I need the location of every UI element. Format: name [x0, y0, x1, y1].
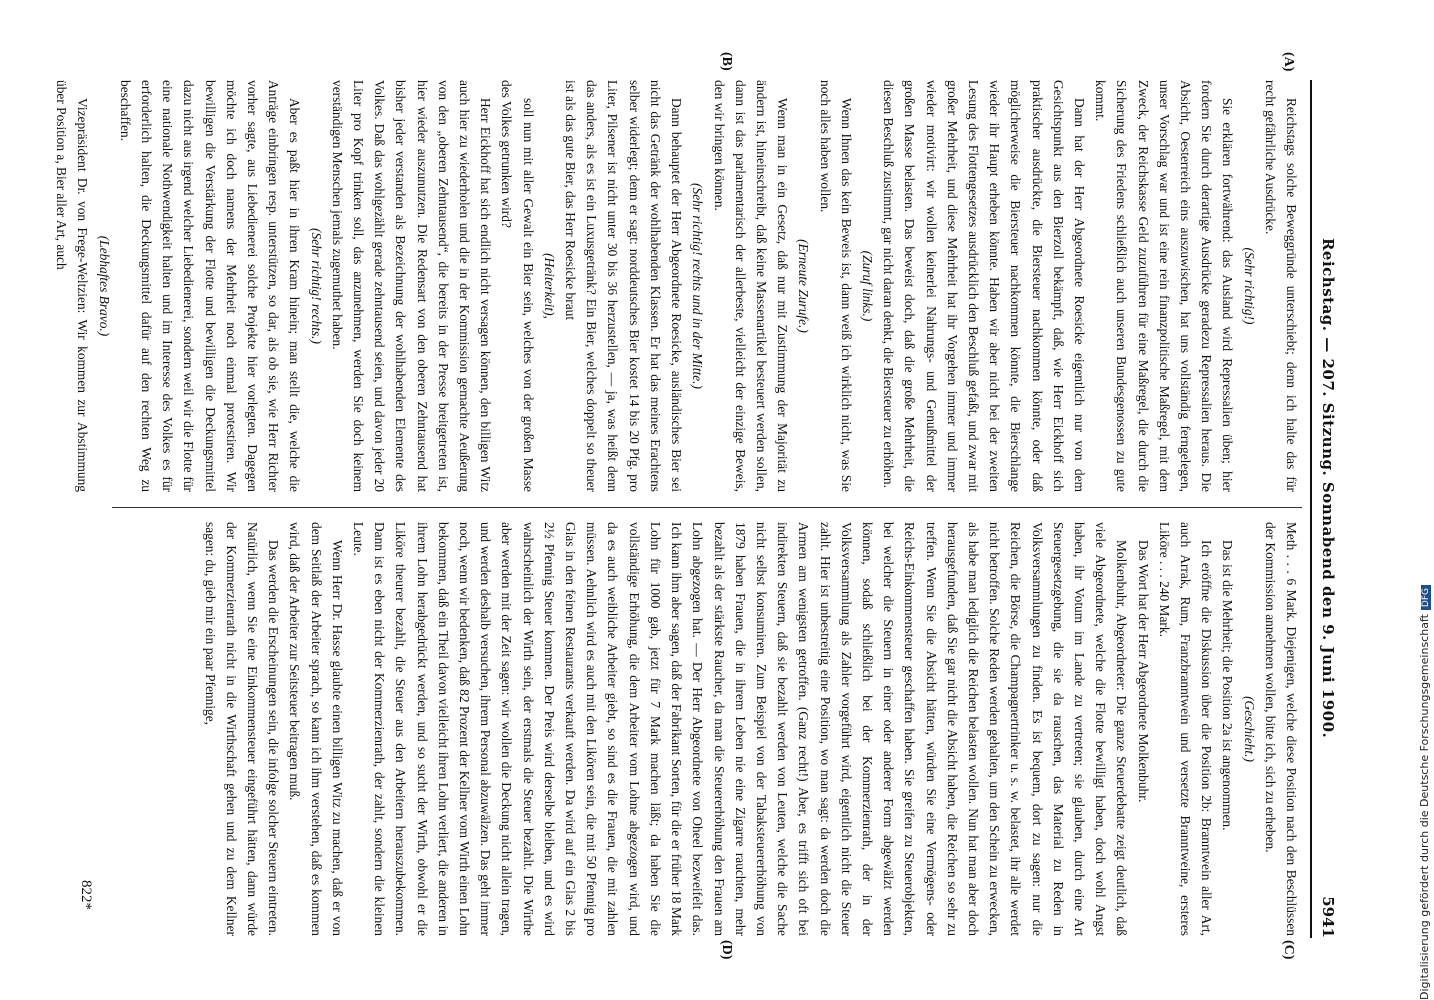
paragraph: Vizepräsident Dr. von Frege-Weltzien: Wir kommen zur Abstimmung über Position a, Bier aller Art, auch	[54, 80, 91, 492]
interjection: (Zuruf links.)	[859, 250, 875, 322]
paragraph: Das Wort hat der Herr Abgeordnete Molkenbuhr.	[1135, 540, 1151, 803]
header-rule	[1310, 80, 1312, 938]
paragraph: Dann hat der Herr Abgeordnete Roesicke eigentlich nur von dem Gesichtspunkt aus den Bierzoll bekämpft, daß, wie Herr Eickhoff sich praktischer ausdrückte, die Biersteuer nachkommen könnte, oder daß möglicherweise die Biersteuer nachkommen könnte, die Bierschlange wieder ihr Haupt erheben könnte. Haben wir aber nicht bei der zweiten Lesung des Flottengesetzes ausdrücklich den Beschluß gefaßt, und zwar mit großer Mehrheit, und diese Mehrheit hat ihr Vorgehen immer und immer wieder motivirt: wir wollen keinerlei Nahrungs- und Genußmittel der großen Masse belasten. Das beweist doch, daß die große Mehrheit, die diesen Beschluß zustimmt, gar nicht daran denkt, die Biersteuer zu erhöhen.	[881, 80, 1087, 492]
interjection: (Geschieht.)	[1241, 696, 1257, 762]
interjection: (Erneute Zurufe.)	[796, 239, 812, 333]
credit-text: Digitalisierung gefördert durch die Deutsche Forschungsgemeinschaft	[1418, 614, 1431, 1000]
margin-mark-d: (D)	[719, 940, 734, 960]
paragraph: Molkenbuhr, Abgeordneter: Die ganze Steuerdebatte zeigt deutlich, daß viele Abgeordnete, welche die Flotte bewilligt haben, doch wohl Angst haben, ihr Votum im Lande zu vertreten; sie glauben, durch eine Art Steuergesetzgebung, die sie da rauschen, das Material zu Reden in Volksversammlungen zu finden. Es ist bequem, dort zu sagen: nur die Reichen, die Börse, die Champagnertrinker u. s. w. belastet, ihr alle werdet nicht betroffen. Solche Reden werden gehalten, um den Schein zu erwecken, als habe man lediglich die Reichen belasten wollen. Nun hat man aber doch herausgefunden, daß Sie gar nicht die Absicht haben, die Reichen so sehr zu treffen. Wenn Sie die Absicht hätten, würden Sie eine Vermögens- oder Reichs-Einkommensteuer geschaffen haben. Sie greifen zu Steuerobjekten, bei welcher die Steuern in einer oder anderer Form abgewälzt werden können, sodaß schließlich bei der Kommerzienrath, der in der Volksversammlung als Zahler vorgeführt wird, eigentlich nicht die Steuer zahlt. Hier ist unbestreitig eine Position, wo man sagt: da werden doch die Armen am wenigsten getroffen. (Ganz recht!) Aber, es trifft sich oft bei indirekten Steuern, daß sie bezahlt werden von Leuten, welche die Sache nicht selbst konsumiren. Zum Beispiel von der Tabaksteuererhöhung von 1879 haben Frauen, die in ihrem Leben nie eine Zigarre rauchten, mehr bezahlt als der stärkste Raucher, da man die Steuererhöhung den Frauen am Lohn abgezogen hat. — Der Herr Abgeordnete von Oheel bezweifelt das. Ich kann ihm aber sagen, daß der Fabrikant Sorten, für die er früher 18 Mark Lohn für 1000 gab, jetzt für 7 Mark machen läßt; da haben Sie die vollständige Erhöhung, die dem Arbeiter vom Lohne abgezogen wird, und da es auch weibliche Arbeiter giebt, so sind es die Frauen, die mit zahlen müssen. Aehnlich wird es auch mit den Likören sein, die mit 50 Pfennig pro Glas in den feinen Restaurants verkauft werden. Da wird auf ein Glas 2 bis 2½ Pfennig Steuer kommen. Der Preis wird derselbe bleiben, und es wird wahrscheinlich der Wirth sein, der erstmals die Steuer bezahlt. Die Wirthe aber werden mit der Zeit sagen: wir wollen die Deckung nicht allein tragen, und werden deshalb versuchen, ihrem Personal abzuwälzen. Das geht immer noch, wenn wir bedenken, daß 82 Prozent der Kellner vom Wirth einen Lohn bekommen, daß ein Theil davon vielleicht ihren Lohn verliert, die anderen in ihrem Lohn herabgedrückt werden, und so sucht der Wirth, obwohl er die Liköre theurer bezahlt, die Steuer aus den Arbeitern herauszubekommen. Dann ist es eben nicht der Kommerzienrath, der zahlt, sondern die kleinen Leute.	[351, 522, 1130, 936]
column-divider	[112, 507, 1302, 508]
paragraph: Aber es paßt hier in ihren Kram hinein; man stellt die, welche die Anträge einbringen resp. unterstützen, so dar, als ob sie, wie Herr Richter vorher sagte, aus Liebedienerei solche Projekte hier vorlegten. Dagegen möchte ich doch namens der Mehrheit noch einmal protestiren. Wir bewilligen die Verstärkung der Flotte und bewilligen die Deckungsmittel dazu nicht aus irgend welcher Liebedienerei, sondern weil wir die Flotte für eine nationale Nothwendigkeit halten und im Interesse des Volkes es für erforderlich halten, die Deckungsmittel dafür auf den rechten Weg zu beschaffen.	[117, 80, 303, 492]
interjection: (Heiterkeit),	[541, 253, 557, 319]
margin-mark-c: (C)	[1281, 940, 1296, 960]
paragraph: Ich eröffne die Diskussion über die Position 2b: Branntwein aller Art, auch Arrak, Rum, Franzbranntwein und versetzte Branntweine, ersteres Liköre . . . 240 Mark.	[1156, 522, 1215, 936]
interjection: (Sehr richtig! rechts.)	[308, 228, 324, 344]
paragraph: Reichstags solche Beweggründe unterschiebt; denn ich halte das für recht gefährliche Ausdrücke.	[1262, 80, 1299, 492]
paragraph: Das ist die Mehrheit; die Position 2a ist angenommen.	[1220, 540, 1236, 831]
interjection: (Sehr richtig! rechts und in der Mitte.)	[690, 183, 706, 389]
margin-mark-b: (B)	[719, 52, 734, 71]
left-column	[54, 80, 1302, 492]
paragraph: Sie erklären fortwährend: das Ausland wird Repressalien üben; hier fordern Sie durch derartige Ausdrücke geradezu Repressalien heraus. Die Absicht, Oesterreich eins auszuwischen, hat uns vollständig ferngelegen, unser Vorschlag war und ist eine rein finanzpolitische Maßregel, mit dem Zweck, der Reichskasse Geld zuzuführen für eine Maßregel, die durch die Sicherung des Friedens schließlich auch unseren Bundesgenossen zu gute kommt.	[1093, 80, 1236, 492]
header-title: Reichstag. — 207. Sitzung. Sonnabend den 9. Juni 1900.	[1319, 237, 1337, 739]
paragraph: Wenn Herr Dr. Hasse glaubte einen billigen Witz zu machen, daß er von dem Seitlaß der Arbeiter sprach, so kann ich ihm verstehen, daß es kommen wird, daß der Arbeiter zur Seitsteuer beitragen muß.	[287, 522, 345, 936]
dfg-logo-icon: DFG	[1421, 585, 1431, 610]
running-header	[1314, 80, 1342, 938]
paragraph: Wenn Ihnen das kein Beweis ist, dann weiß ich wirklich nicht, was Sie noch alles haben wollen.	[817, 80, 854, 492]
paragraph: Dann behauptet der Herr Abgeordnete Roesicke, ausländisches Bier sei nicht das Getränk der wohlhabenden Klassen. Er hat das meines Erachtens selber widerlegt; denn er sagt: norddeutsches Bier kostet 14 bis 20 Pfg. pro Liter, Pilsener ist nicht unter 30 bis 36 herzustellen, — ja, was heißt denn das anders, als es ist ein Luxusgetränk? Ein Bier, welches doppelt so theuer ist als das gute Bier, das Herr Roesicke braut	[563, 80, 685, 492]
signature-mark: 822*	[78, 880, 94, 910]
paragraph: soll nun mit aller Gewalt ein Bier sein, welches von der großen Masse des Volkes getrunken wird?	[499, 80, 536, 492]
paragraph: Herr Eickhoff hat sich endlich nicht versagen können, den billigen Witz auch hier zu wiederholen und die in der Kommission gemachte Aeußerung von den „oberen Zehntausend“, die bereits in der Presse breitgetreten ist, hier wieder auszunutzen. Die Redensart von den oberen Zehntausend hat bisher jeder verstanden als Bezeichnung der wohlhabenden Elemente des Volkes. Daß das wohlgezählt gerade zehntausend seien, und davon jeder 20 Liter pro Kopf trinken soll, das anzunehmen, werden Sie doch keinem verständigen Menschen jemals zugemuthet haben.	[329, 80, 494, 492]
interjection: (Sehr richtig!)	[1241, 247, 1257, 325]
right-column	[112, 522, 1302, 936]
interjection: (Lebhaftes Bravo.)	[96, 235, 112, 337]
paragraph: Meth . . . 6 Mark. Diejenigen, welche diese Position nach den Beschlüssen der Kommission annehmen wollen, bitte ich, sich zu erheben.	[1262, 522, 1299, 936]
margin-mark-a: (A)	[1281, 52, 1296, 72]
page-number: 5941	[1319, 896, 1337, 938]
paragraph: Das werden die Erscheinungen sein, die infolge solcher Steuern eintreten. Natürlich, wenn Sie eine Einkommensteuer eingeführt hätten, dann würde der Kommerzienrath nicht in die Wirthschaft gehen und zu dem Kellner sagen: du, gieb mir ein paar Pfennige,	[202, 522, 282, 936]
digitization-credit	[1418, 587, 1432, 1000]
paragraph: Wenn man in ein Gesetz, daß nur mit Zustimmung der Majorität zu ändern ist, hineinschreibt, daß keine Massenartikel besteuert werden sollen, dann ist das parlamentarisch der allerbeste, vielleicht der einzige Beweis, den wir bringen können.	[711, 80, 791, 492]
